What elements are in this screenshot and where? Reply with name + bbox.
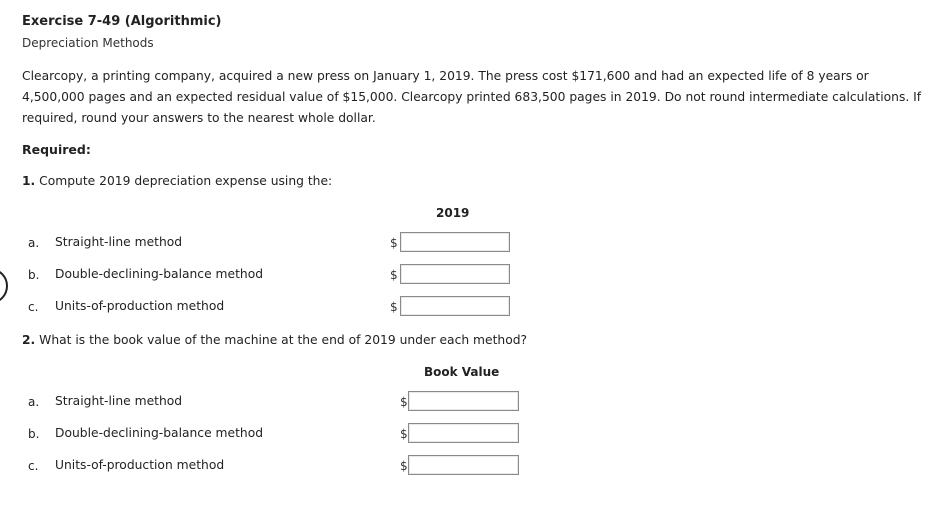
row-letter: c.	[28, 300, 39, 314]
part1-straight-line-input[interactable]	[400, 232, 510, 252]
problem-text: Clearcopy, a printing company, acquired a new press on January 1, 2019. The press cost $171,600 and had an expected life of 8 years or 4,500,000 pages and an expected residual value of $15,000. Clearcopy printed 683,500 pages in 2019. Do not round intermediate calculations. If required, round your answers to the nearest whole dollar.	[22, 69, 922, 125]
exercise-title: Exercise 7-49 (Algorithmic)	[22, 14, 222, 29]
part2-straight-line-input[interactable]	[408, 391, 519, 411]
row-label: Double-declining-balance method	[55, 426, 264, 440]
part2-question-text: What is the book value of the machine at the end of 2019 under each method?	[39, 333, 528, 347]
row-label: Straight-line method	[55, 394, 183, 408]
part1-question	[22, 174, 332, 188]
part2-ddb-input[interactable]	[408, 423, 519, 443]
dollar-sign: $	[390, 300, 398, 314]
row-letter: c.	[28, 459, 39, 473]
dollar-sign: $	[390, 268, 398, 282]
row-label: Units-of-production method	[55, 299, 225, 313]
row-letter: b.	[28, 427, 40, 441]
row-label: Double-declining-balance method	[55, 267, 264, 281]
part1-units-input[interactable]	[400, 296, 510, 316]
part1-ddb-input[interactable]	[400, 264, 510, 284]
dollar-sign: $	[400, 459, 408, 473]
part2-number: 2.	[22, 333, 36, 347]
part2-column-header: Book Value	[424, 365, 500, 379]
row-label: Units-of-production method	[55, 458, 225, 472]
row-letter: a.	[28, 236, 40, 250]
required-heading: Required:	[22, 142, 91, 157]
circle-marker-icon	[0, 266, 10, 306]
exercise-subtitle: Depreciation Methods	[22, 36, 154, 50]
part1-number: 1.	[22, 174, 36, 188]
dollar-sign: $	[400, 395, 408, 409]
part2-question	[22, 333, 527, 347]
row-letter: b.	[28, 268, 40, 282]
row-label: Straight-line method	[55, 235, 183, 249]
part1-column-header: 2019	[436, 206, 470, 220]
dollar-sign: $	[390, 236, 398, 250]
row-letter: a.	[28, 395, 40, 409]
part1-question-text: Compute 2019 depreciation expense using the:	[39, 174, 333, 188]
dollar-sign: $	[400, 427, 408, 441]
part2-units-input[interactable]	[408, 455, 519, 475]
